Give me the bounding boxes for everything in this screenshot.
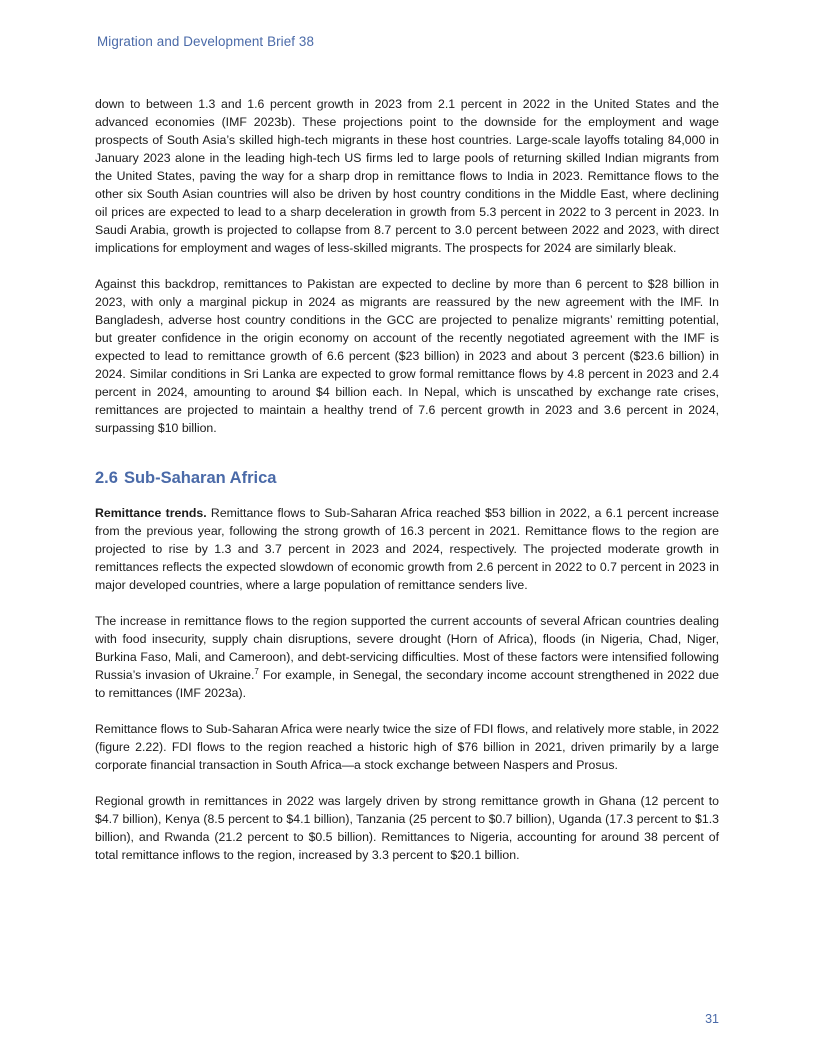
- section-paragraph-4: Regional growth in remittances in 2022 was largely driven by strong remittance growth in Ghana (12 percent to $4.7 billion), Kenya (8.5 percent to $4.1 billion), Tanzania (25 percent to $0.7 billion), Uganda (17.3 percent to $1.3 billion), and Rwanda (21.2 percent to $0.5 billion). Remittances to Nigeria, accounting for around 38 percent of total remittance inflows to the region, increased by 3.3 percent to $20.1 billion.: [95, 794, 719, 862]
- body-paragraph-1: down to between 1.3 and 1.6 percent growth in 2023 from 2.1 percent in 2022 in the United States and the advanced economies (IMF 2023b). These projections point to the downside for the employment and wage prospects of South Asia’s skilled high-tech migrants in these host countries. Large-scale layoffs totaling 84,000 in January 2023 alone in the leading high-tech US firms led to large pools of returning skilled Indian migrants from the United States, paving the way for a sharp drop in remittance flows to India in 2023. Remittance flows to the other six South Asian countries will also be driven by host country conditions in the Middle East, where declining oil prices are expected to lead to a sharp deceleration in growth from 5.3 percent in 2022 to 3 percent in 2023. In Saudi Arabia, growth is projected to collapse from 8.7 percent to 3.0 percent between 2022 and 2023, with direct implications for employment and wages of less-skilled migrants. The prospects for 2024 are similarly bleak.: [95, 97, 719, 255]
- para2-after-note: For example, in Senegal, the secondary income account strengthened in 2022 due to remittances (IMF 2023a).: [95, 668, 719, 700]
- section-title: Sub-Saharan Africa: [123, 469, 277, 487]
- remittance-trends-paragraph: [95, 504, 719, 594]
- page-number: 31: [705, 1012, 719, 1026]
- section-paragraph-2: [95, 612, 719, 702]
- lead-text: Remittance flows to Sub-Saharan Africa reached $53 billion in 2022, a 6.1 percent increase from the previous year, following the strong growth of 16.3 percent in 2021. Remittance flows to the region are projected to rise by 1.3 and 3.7 percent in 2023 and 2024, respectively. The projected moderate growth in remittances reflects the expected slowdown of economic growth from 2.6 percent in 2022 to 0.7 percent in 2023 in major developed countries, where a large population of remittance senders live.: [95, 506, 719, 592]
- section-paragraph-3: Remittance flows to Sub-Saharan Africa were nearly twice the size of FDI flows, and relatively more stable, in 2022 (figure 2.22). FDI flows to the region reached a historic high of $76 billion in 2021, driven primarily by a large corporate financial transaction in South Africa—a stock exchange between Naspers and Prosus.: [95, 722, 720, 772]
- section-heading: [95, 467, 719, 489]
- section-number: 2.6: [95, 469, 118, 487]
- footnote-reference[interactable]: 7: [254, 666, 259, 676]
- page-body: [95, 95, 719, 882]
- lead-label: Remittance trends.: [95, 506, 207, 520]
- body-paragraph-2: Against this backdrop, remittances to Pakistan are expected to decline by more than 6 percent to $28 billion in 2023, with only a marginal pickup in 2024 as migrants are reassured by the new agreement with the IMF. In Bangladesh, adverse host country conditions in the GCC are projected to penalize migrants’ remitting potential, but greater confidence in the origin economy on account of the recently negotiated agreement with the IMF is expected to lead to remittance growth of 6.6 percent ($23 billion) in 2023 and about 3 percent ($23.6 billion) in 2024. Similar conditions in Sri Lanka are expected to grow formal remittance flows by 4.8 percent in 2023 and 2.4 percent in 2024, amounting to around $4 billion each. In Nepal, which is unscathed by exchange rate crises, remittances are projected to maintain a healthy trend of 7.6 percent growth in 2023 and 3.6 percent in 2024, surpassing $10 billion.: [95, 277, 719, 435]
- running-header: Migration and Development Brief 38: [97, 34, 315, 49]
- para2-before-note: The increase in remittance flows to the region supported the current accounts of several African countries dealing with food insecurity, supply chain disruptions, severe drought (Horn of Africa), floods (in Nigeria, Chad, Niger, Burkina Faso, Mali, and Cameroon), and debt-servicing difficulties. Most of these factors were intensified following Russia’s invasion of Ukraine.: [95, 614, 719, 682]
